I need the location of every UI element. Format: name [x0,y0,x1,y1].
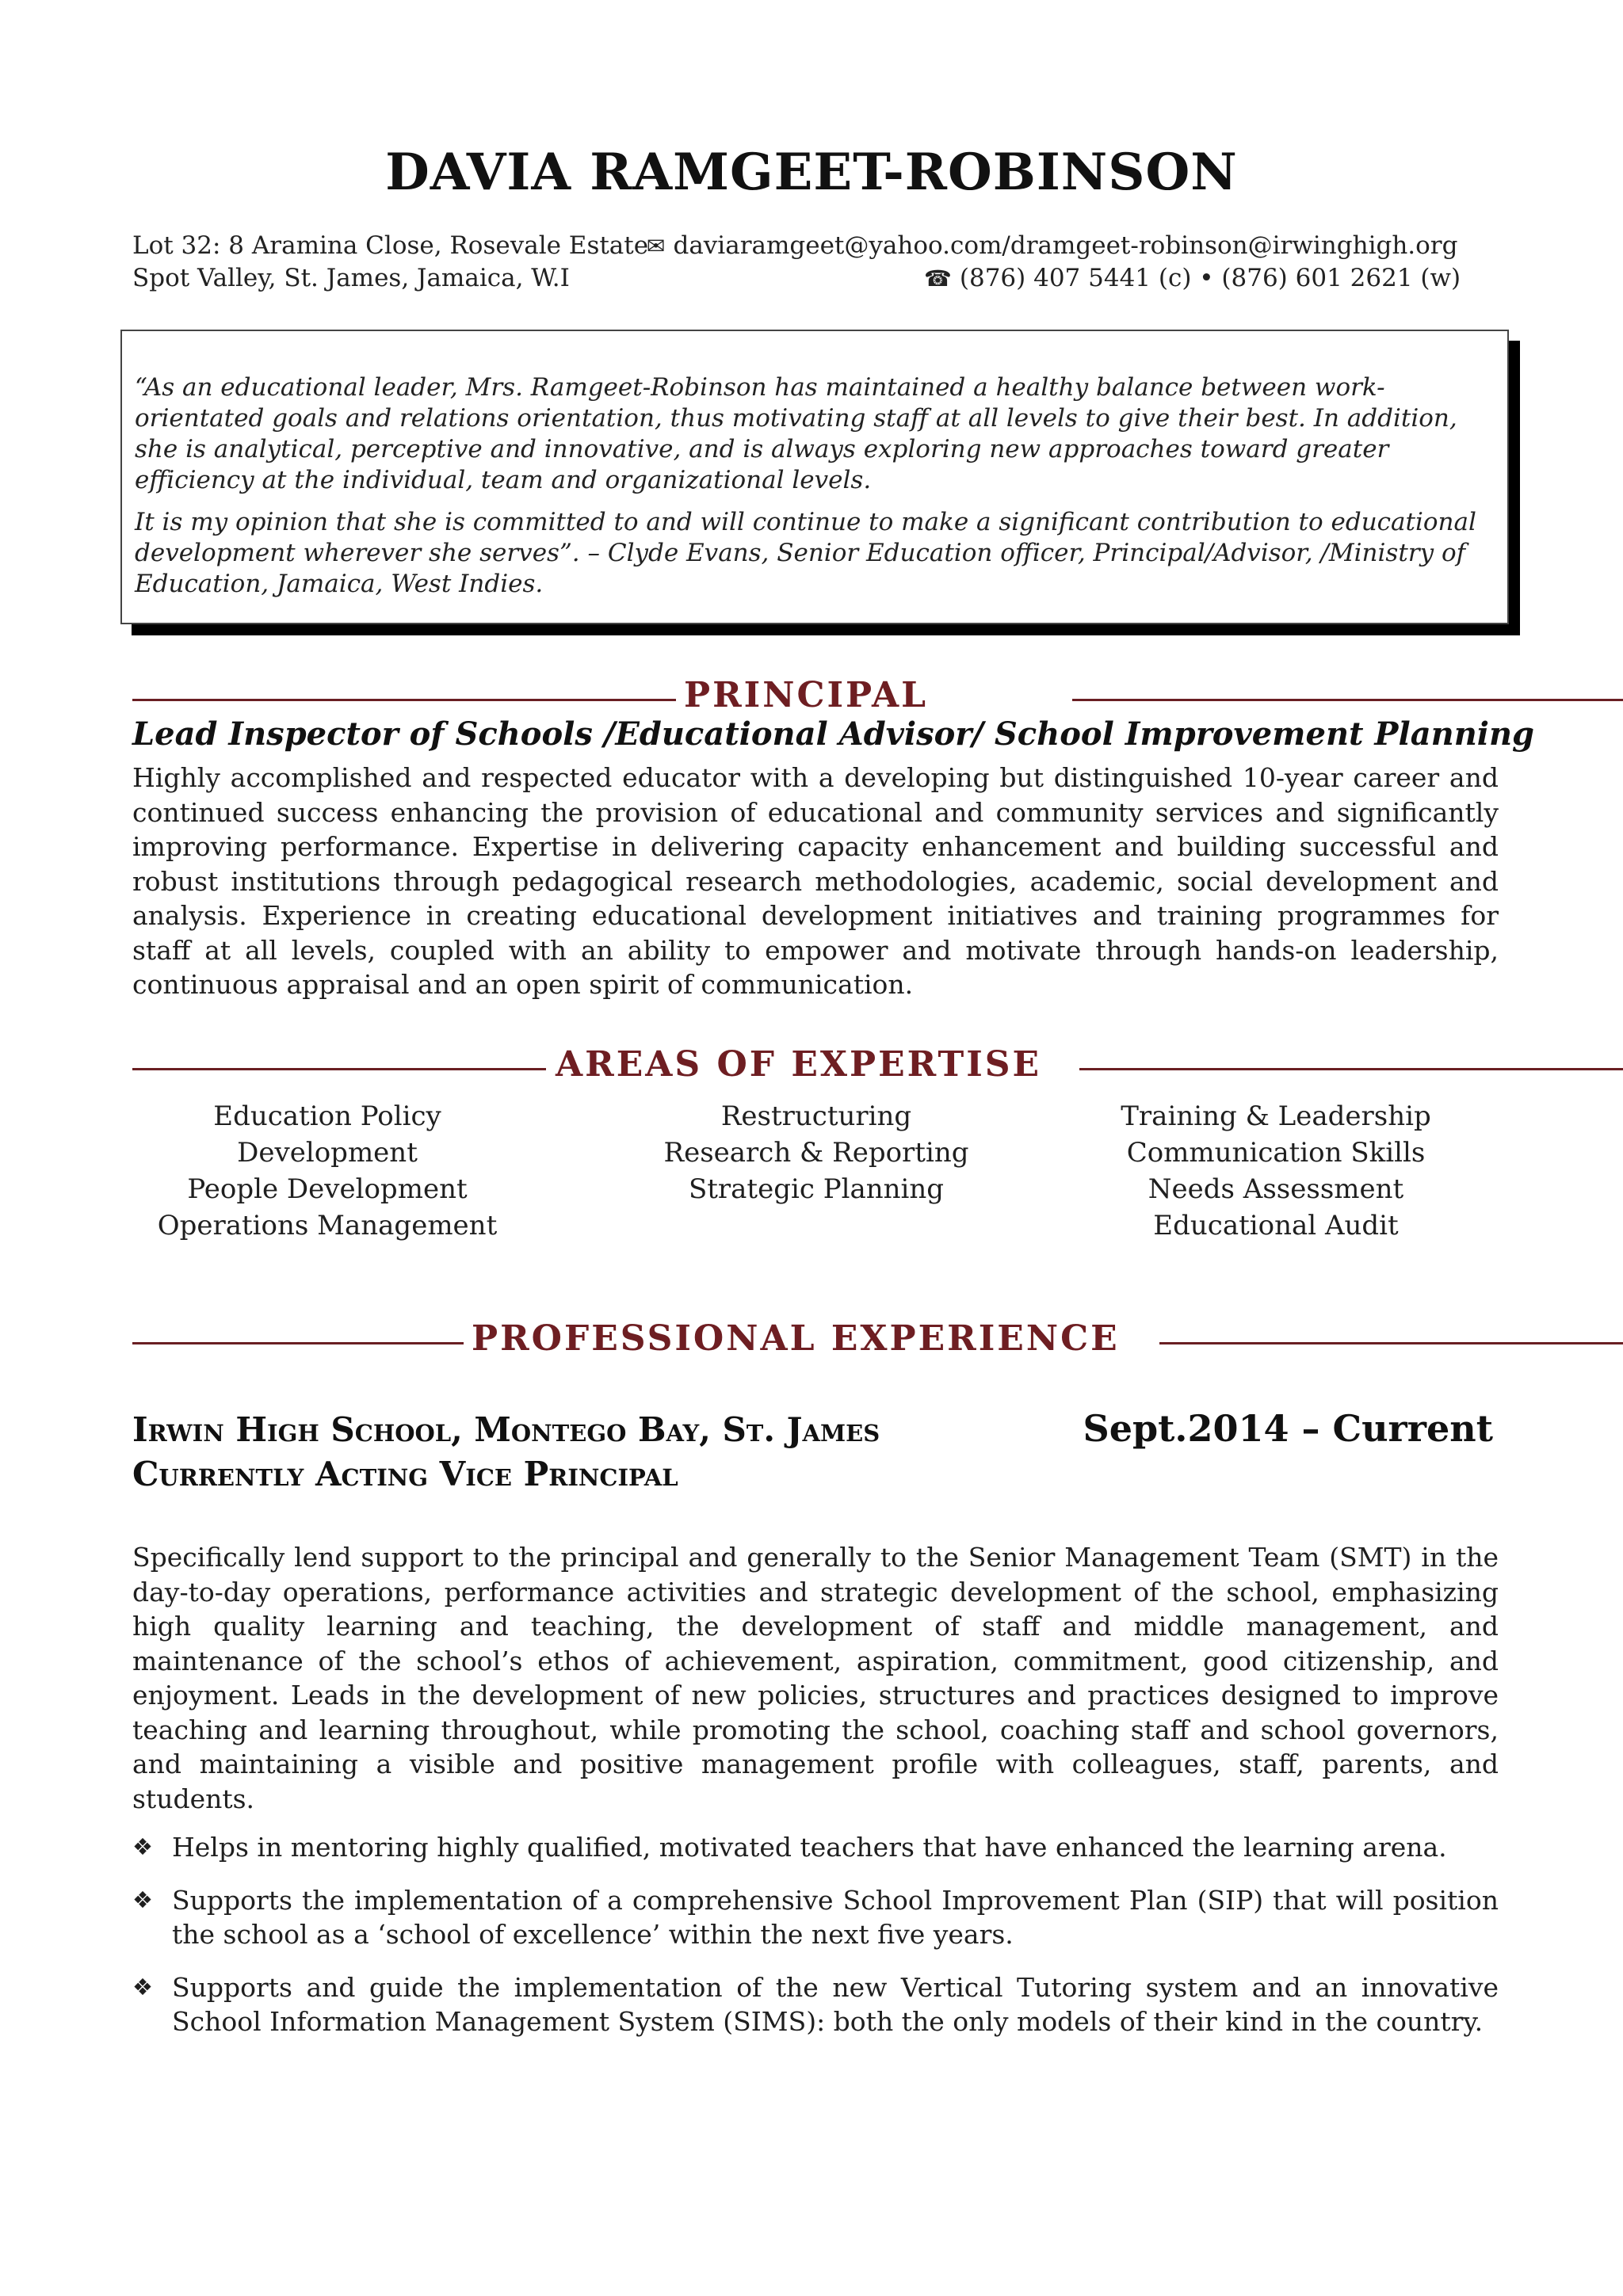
job-description: Specifically lend support to the principal and generally to the Senior Management Team (SMT) in the day-to-day operations, performance activities and strategic development of the school, emphasizing high quality learning and teaching, the development of staff and middle management, and maintenance of the school’s ethos of achievement, aspiration, commitment, good citizenship, and enjoyment. Leads in the development of new policies, structures and practices designed to improve teaching and learning throughout, while promoting the school, coaching staff and school governors, and maintaining a visible and positive management profile with colleagues, staff, parents, and students. [132,1542,1499,1814]
bullet-text: Helps in mentoring highly qualified, motivated teachers that have enhanced the learning arena. [172,1832,1447,1863]
expertise-column-1 [129,1098,525,1244]
expertise-item: People Development [187,1173,468,1205]
expertise-item: Educational Audit [1153,1210,1399,1241]
list-item [132,1830,1499,1865]
expertise-item: Research & Reporting [663,1137,969,1169]
expertise-column-2 [618,1098,1014,1207]
diamond-bullet-icon: ❖ [132,1886,153,1913]
section-title-expertise: AREAS OF EXPERTISE [552,1044,1044,1085]
principal-subtitle: Lead Inspector of Schools /Educational Advisor/ School Improvement Planning [132,715,1535,753]
divider-rule [1079,1068,1623,1070]
principal-section-header [132,675,1489,719]
divider-rule [1072,699,1623,701]
experience-section-header [132,1318,1489,1363]
expertise-section-header [132,1044,1489,1089]
section-title-principal: PRINCIPAL [681,675,931,715]
candidate-name: DAVIA RAMGEET-ROBINSON [385,143,1238,202]
divider-rule [132,1342,464,1344]
bullet-text: Supports the implementation of a comprehensive School Improvement Plan (SIP) that will position the school as a ‘school of excellence’ within the next five years. [172,1884,1499,1950]
list-item [132,1883,1499,1952]
professional-summary: Highly accomplished and respected educator with a developing but distinguished 10-year career and continued success enhancing the provision of educational and community services and significantly improving performance. Expertise in delivering capacity enhancement and building successful and robust institutions through pedagogical research methodologies, academic, social development and analysis. Experience in creating educational development initiatives and training programmes for staff at all levels, coupled with an ability to empower and motivate through hands-on leadership, continuous appraisal and an open spirit of communication. [132,762,1499,1000]
testimonial-paragraph-1: “As an educational leader, Mrs. Ramgeet-Robinson has maintained a healthy balance between work-orientated goals and relations orientation, thus motivating staff at all levels to give their best. In addition, she is analytical, perceptive and innovative, and is always exploring new approaches toward greater efficiency at the individual, team and organizational levels. [135,373,1457,494]
expertise-item: Strategic Planning [688,1173,945,1205]
divider-rule [1159,1342,1623,1344]
testimonial-box [120,330,1509,624]
expertise-item: Needs Assessment [1148,1173,1404,1205]
expertise-item: Development [237,1137,418,1169]
divider-rule [132,699,676,701]
email-address[interactable]: daviaramgeet@yahoo.com/dramgeet-robinson@irwinghigh.org [673,231,1458,260]
testimonial-paragraph-2: It is my opinion that she is committed to and will continue to make a significant contribution to educational development wherever she serves”. – Clyde Evans, Senior Education officer, Principal/Advisor, /Ministry of Education, Jamaica, West Indies. [135,508,1476,598]
address-line-2: Spot Valley, St. James, Jamaica, W.I [132,264,570,292]
job-role: Currently Acting Vice Principal [132,1455,678,1493]
address-line-1: Lot 32: 8 Aramina Close, Rosevale Estate [132,231,649,260]
expertise-item: Training & Leadership [1121,1100,1431,1132]
bullet-text: Supports and guide the implementation of the new Vertical Tutoring system and an innovative School Information Management System (SIMS): both the only models of their kind in the country. [172,1971,1499,2037]
expertise-item: Operations Management [157,1210,498,1241]
phone-numbers: (876) 407 5441 (c) • (876) 601 2621 (w) [959,264,1461,292]
envelope-icon: ✉ [647,233,666,259]
diamond-bullet-icon: ❖ [132,1973,153,2000]
job-achievements-list [132,1830,1499,2058]
email-contact [647,231,1457,260]
expertise-item: Restructuring [720,1100,912,1132]
diamond-bullet-icon: ❖ [132,1833,153,1860]
section-title-experience: PROFESSIONAL EXPERIENCE [468,1318,1123,1359]
expertise-item: Communication Skills [1126,1137,1426,1169]
expertise-item: Education Policy [213,1100,441,1132]
job-dates: Sept.2014 – Current [1083,1407,1493,1450]
list-item [132,1970,1499,2039]
expertise-column-3 [1078,1098,1474,1244]
job-employer: Irwin High School, Montego Bay, St. James [132,1410,880,1449]
divider-rule [132,1068,546,1070]
phone-contact [924,264,1461,292]
telephone-icon: ☎ [924,265,952,292]
